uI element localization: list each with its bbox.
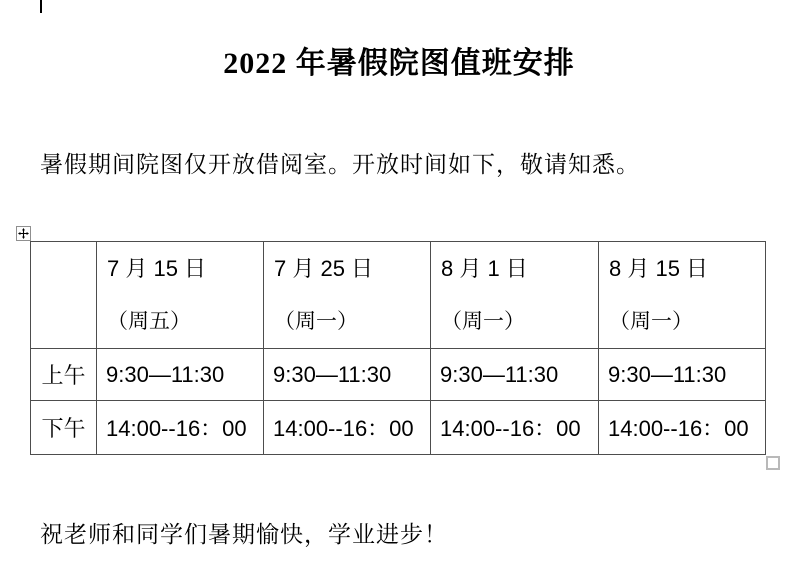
four-way-move-arrow-icon (18, 228, 29, 239)
row-label-afternoon[interactable]: 下午 (31, 401, 97, 455)
weekday-text: （周一） (274, 309, 358, 333)
table-header-row (31, 242, 766, 349)
time-cell-afternoon-3[interactable]: 14:00--16：00 (431, 401, 599, 455)
text-insertion-cursor-icon (40, 0, 42, 13)
header-cell-date-2[interactable] (264, 242, 431, 349)
weekday-text: （周一） (441, 309, 525, 333)
weekday-text: （周五） (107, 309, 191, 333)
date-text: 8 月 1 日 (441, 256, 528, 281)
table-row-morning (31, 349, 766, 401)
time-cell-afternoon-2[interactable]: 14:00--16：00 (264, 401, 431, 455)
schedule-table (30, 241, 766, 455)
date-text: 8 月 15 日 (609, 256, 709, 281)
date-text: 7 月 25 日 (274, 256, 374, 281)
time-cell-morning-2[interactable]: 9:30—11:30 (264, 349, 431, 401)
intro-paragraph[interactable]: 暑假期间院图仅开放借阅室。开放时间如下，敬请知悉。 (40, 152, 640, 177)
time-cell-afternoon-4[interactable]: 14:00--16：00 (599, 401, 766, 455)
header-cell-date-3[interactable] (431, 242, 599, 349)
table-move-handle[interactable] (16, 226, 31, 241)
time-cell-morning-1[interactable]: 9:30—11:30 (97, 349, 264, 401)
table-resize-handle[interactable] (766, 456, 780, 470)
time-cell-afternoon-1[interactable]: 14:00--16：00 (97, 401, 264, 455)
header-cell-date-1[interactable] (97, 242, 264, 349)
weekday-text: （周一） (609, 309, 693, 333)
table-row-afternoon (31, 401, 766, 455)
header-cell-date-4[interactable] (599, 242, 766, 349)
date-text: 7 月 15 日 (107, 256, 207, 281)
time-cell-morning-4[interactable]: 9:30—11:30 (599, 349, 766, 401)
header-corner-cell[interactable] (31, 242, 97, 349)
document-title[interactable]: 2022 年暑假院图值班安排 (223, 47, 575, 80)
closing-paragraph[interactable]: 祝老师和同学们暑期愉快，学业进步！ (40, 522, 448, 547)
time-cell-morning-3[interactable]: 9:30—11:30 (431, 349, 599, 401)
row-label-morning[interactable]: 上午 (31, 349, 97, 401)
